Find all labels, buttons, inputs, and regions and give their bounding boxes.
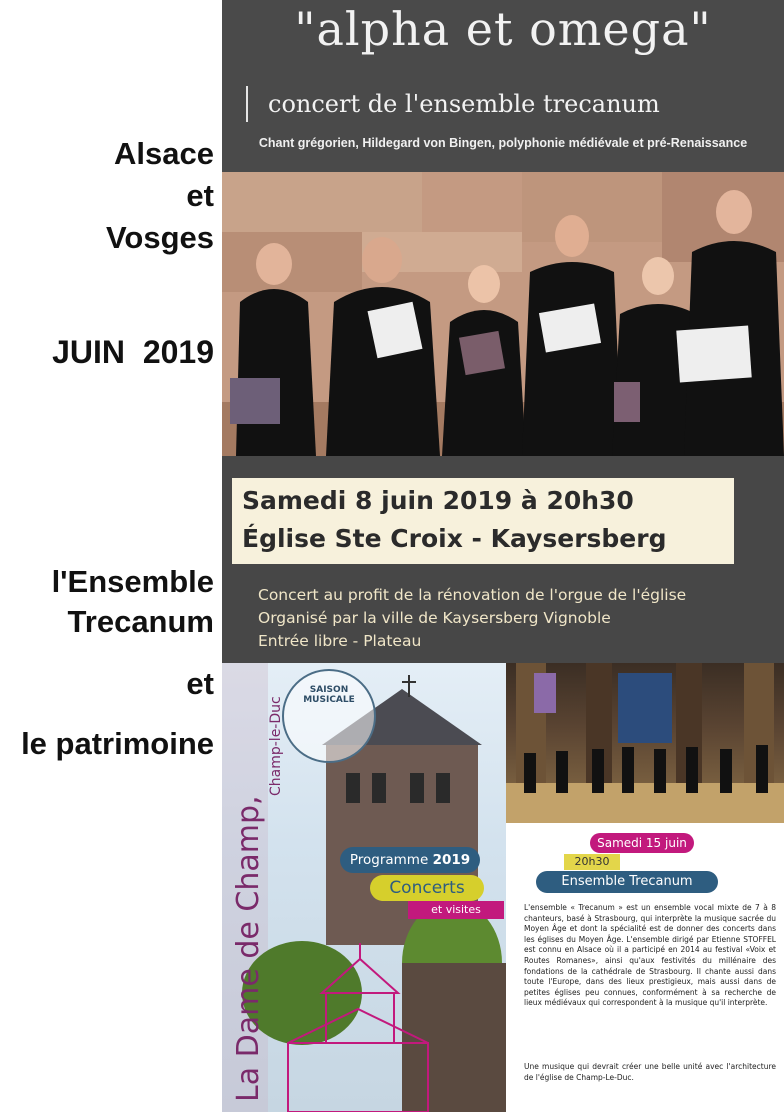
info-line-2: Organisé par la ville de Kaysersberg Vignoble — [258, 609, 611, 627]
concert-info — [222, 456, 784, 663]
cathedral-illustration — [506, 663, 784, 823]
saison-musicale-badge — [282, 669, 376, 763]
region-vosges: Vosges — [106, 220, 214, 255]
champ-le-duc-flyer — [222, 663, 506, 1112]
programme-label: Programme — [349, 852, 429, 868]
concert-program-flyer — [506, 663, 784, 1112]
concerts-pill: Concerts — [370, 875, 484, 901]
programme-year: 2019 — [432, 852, 471, 868]
cathedral-photo — [506, 663, 784, 823]
ensemble-description: L'ensemble « Trecanum » est un ensemble vocal mixte de 7 à 8 chanteurs, basé à Strasbourg, qui interprète la musique sacrée du Moyen Âge et dont la spécialité est de donner des concerts dans les églises du Moyen Âge. L'ensemble dirigé par Etienne STOFFEL est connu en Alsace où il a participé en 2014 au festival «Voix et Routes Romanes», ainsi qu'aux festivités du millénaire des fondations de la cathédrale de Strasbourg. Il chante aussi dans toute l'Europe, dans des lieux prestigieux, mais aussi dans de petites églises peu connues, conformément à sa recherche de lieux médiévaux qui correspondent à la musique qu'il interprète. — [524, 903, 776, 1008]
patrimoine-label: le patrimoine — [21, 726, 214, 761]
ensemble-photo — [222, 172, 784, 456]
concert-banner — [222, 0, 784, 172]
ensemble-pill: Ensemble Trecanum — [536, 871, 718, 893]
ensemble-photo-illustration — [222, 172, 784, 456]
region-alsace: Alsace — [114, 136, 214, 171]
saison-label: SAISON MUSICALE — [303, 685, 355, 705]
concert-place: Église Ste Croix - Kaysersberg — [242, 524, 667, 553]
concert-title: "alpha et omega" — [294, 2, 712, 56]
visites-tag: et visites — [408, 901, 504, 919]
info-line-1: Concert au profit de la rénovation de l'orgue de l'église — [258, 586, 687, 604]
info-line-3: Entrée libre - Plateau — [258, 632, 422, 650]
month-label: JUIN 2019 — [52, 334, 214, 370]
concert-styles: Chant grégorien, Hildegard von Bingen, polyphonie médiévale et pré-Renaissance — [258, 136, 748, 150]
trecanum-label: Trecanum — [67, 604, 214, 639]
hour-tag: 20h30 — [564, 854, 620, 870]
date-pill: Samedi 15 juin — [590, 833, 694, 853]
concert-subtitle: concert de l'ensemble trecanum — [246, 86, 660, 122]
date-box — [232, 478, 734, 564]
concert-date: Samedi 8 juin 2019 à 20h30 — [242, 486, 634, 515]
programme-pill — [340, 847, 480, 873]
champ-le-duc-label: Champ-le-Duc — [268, 696, 284, 796]
dame-de-champ-title: La Dame de Champ, — [231, 795, 266, 1102]
region-et: et — [186, 178, 214, 213]
et-label: et — [186, 666, 214, 701]
ensemble-label: l'Ensemble — [51, 564, 214, 599]
closing-text: Une musique qui devrait créer une belle unité avec l'architecture de l'église de Champ-Le-Duc. — [524, 1062, 776, 1082]
